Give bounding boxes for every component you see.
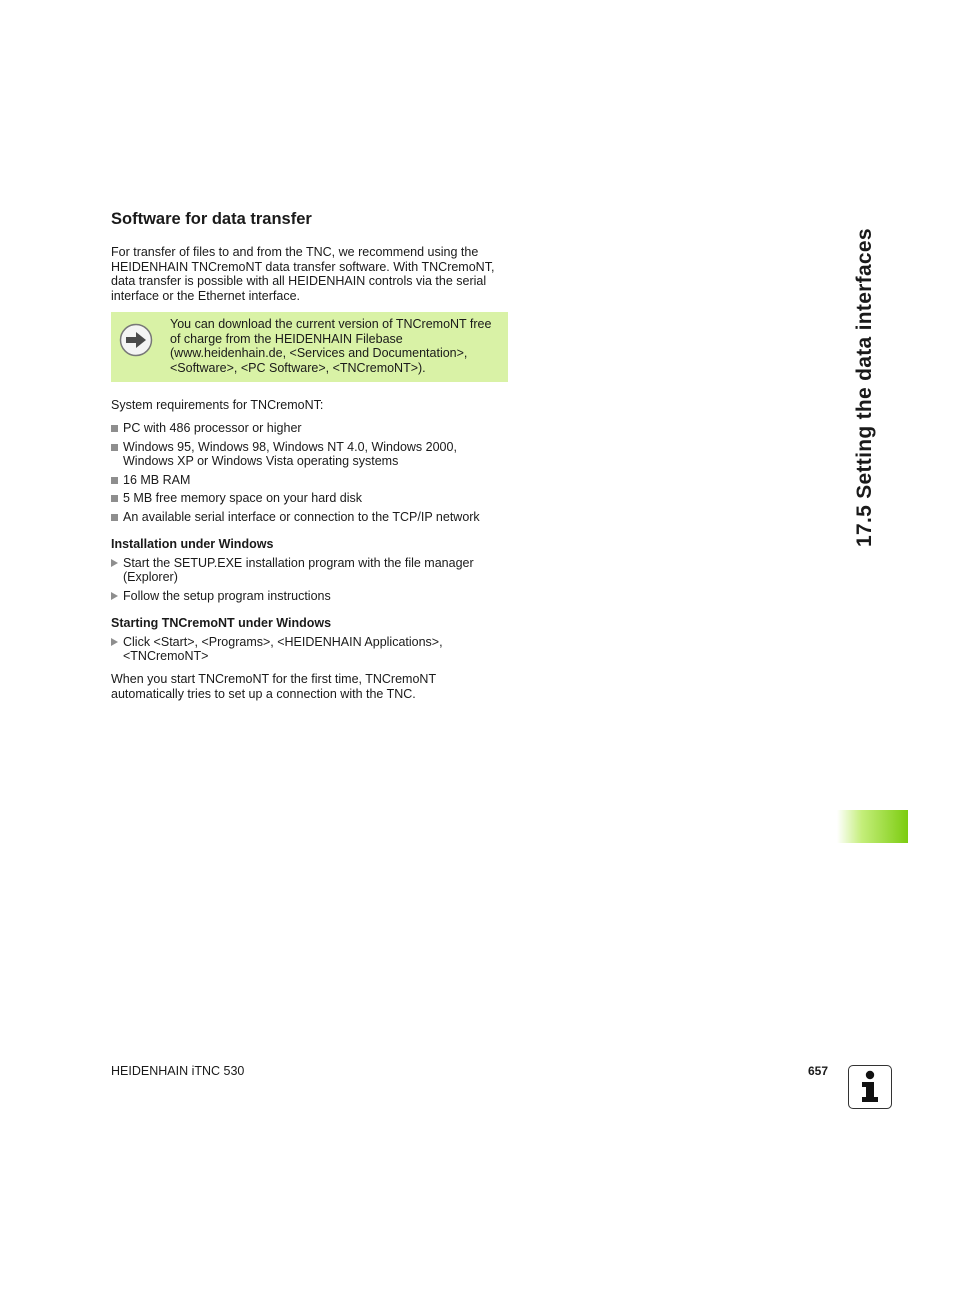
intro-paragraph: For transfer of files to and from the TNC, we recommend using the HEIDENHAIN TNCremoNT data transfer software. With TNCremoNT, data transfer is possible with all HEIDENHAIN controls via the serial interface or the Ethernet interface. (111, 245, 495, 303)
list-item: 5 MB free memory space on your hard disk (111, 491, 511, 505)
list-item: Start the SETUP.EXE installation program with the file manager (Explorer) (111, 556, 501, 585)
square-bullet-icon (111, 425, 118, 432)
list-item: 16 MB RAM (111, 473, 511, 487)
square-bullet-icon (111, 495, 118, 502)
arrow-right-icon (119, 323, 153, 357)
square-bullet-icon (111, 444, 118, 451)
section-heading: Software for data transfer (111, 210, 312, 228)
starting-heading: Starting TNCremoNT under Windows (111, 616, 332, 630)
square-bullet-icon (111, 477, 118, 484)
note-line: You can download the current version of TNCremoNT free (170, 317, 492, 331)
triangle-bullet-icon (111, 559, 118, 567)
triangle-bullet-icon (111, 592, 118, 600)
list-item: PC with 486 processor or higher (111, 421, 511, 435)
note-line: <Software>, <PC Software>, <TNCremoNT>). (170, 360, 426, 375)
square-bullet-icon (111, 514, 118, 521)
closing-paragraph: When you start TNCremoNT for the first time, TNCremoNT automatically tries to set up a connection with the TNC. (111, 672, 436, 701)
note-text (170, 317, 502, 375)
info-icon (848, 1065, 892, 1109)
triangle-bullet-icon (111, 638, 118, 646)
list-item: An available serial interface or connection to the TCP/IP network (111, 510, 521, 524)
list-item: Windows 95, Windows 98, Windows NT 4.0, Windows 2000, Windows XP or Windows Vista operating systems (111, 440, 491, 469)
note-line: of charge from the HEIDENHAIN Filebase (170, 331, 403, 346)
page-number: 657 (808, 1064, 829, 1078)
manual-name: HEIDENHAIN iTNC 530 (111, 1064, 245, 1078)
chapter-side-title: 17.5 Setting the data interfaces (853, 228, 876, 547)
installation-heading: Installation under Windows (111, 537, 274, 551)
note-box (111, 312, 508, 382)
chapter-tab (837, 810, 908, 843)
requirements-intro: System requirements for TNCremoNT: (111, 398, 324, 412)
note-line: (www.heidenhain.de, <Services and Documentation>, (170, 346, 468, 361)
list-item: Click <Start>, <Programs>, <HEIDENHAIN Applications>, <TNCremoNT> (111, 635, 481, 664)
list-item: Follow the setup program instructions (111, 589, 511, 603)
